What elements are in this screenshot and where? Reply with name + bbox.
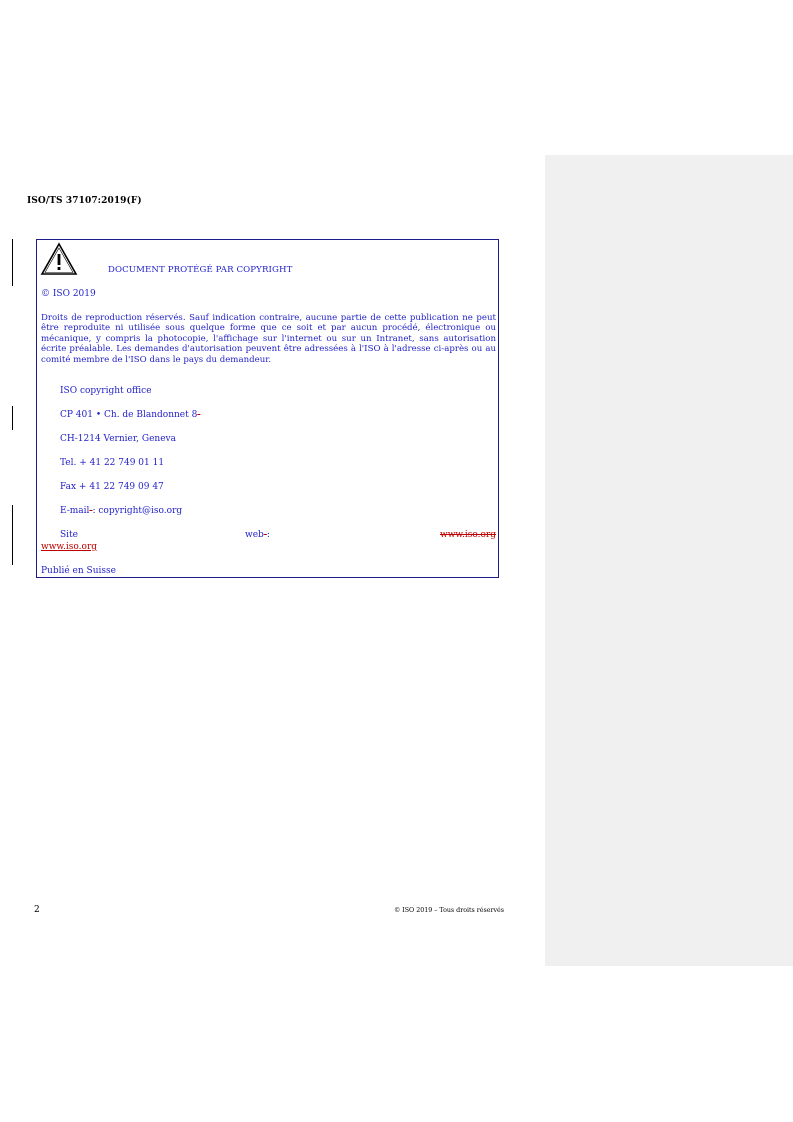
website-link-text[interactable]: www.iso.org xyxy=(41,542,98,552)
copyright-notice-box xyxy=(36,239,499,578)
rights-paragraph: Droits de reproduction réservés. Sauf indication contraire, aucune partie de cette publication ne peut être reproduite ni utilisée sous quelque forme que ce soit et par aucun procédé, électronique ou mécanique, y compris la photocopie, l'affichage sur l'internet ou sur un Intranet, sans autorisation écrite préalable. Les demandes d'autorisation peuvent être adressées à l'ISO à l'adresse ci-après ou au comité membre de l'ISO dans le pays du demandeur. xyxy=(41,313,496,365)
change-bar xyxy=(12,505,13,565)
fax-line: Fax + 41 22 749 09 47 xyxy=(60,482,164,492)
website-link-deleted[interactable]: www.iso.org xyxy=(439,530,496,540)
copyright-year: © ISO 2019 xyxy=(41,289,96,299)
web-label: web xyxy=(245,530,264,540)
comment-pane xyxy=(545,155,793,966)
address-text: CP 401 • Ch. de Blandonnet 8 xyxy=(60,410,198,420)
website-row xyxy=(60,530,496,541)
page-number: 2 xyxy=(34,905,40,915)
email-address: : copyright@iso.org xyxy=(92,506,183,516)
change-bar xyxy=(12,406,13,430)
office-name: ISO copyright office xyxy=(60,386,152,396)
footer-copyright: © ISO 2019 – Tous droits réservés xyxy=(393,907,504,914)
telephone-line: Tel. + 41 22 749 01 11 xyxy=(60,458,165,468)
warning-icon xyxy=(40,242,78,276)
deleted-mark: - xyxy=(263,530,267,540)
email-label: E-mail xyxy=(60,506,90,516)
address-line xyxy=(60,410,200,421)
copyright-title: DOCUMENT PROTÉGÉ PAR COPYRIGHT xyxy=(108,265,293,275)
deleted-mark: - xyxy=(89,506,93,516)
site-label: Site xyxy=(60,530,78,540)
web-colon: : xyxy=(266,530,270,540)
city-line: CH-1214 Vernier, Geneva xyxy=(60,434,176,444)
web-label-group xyxy=(245,530,270,541)
email-line xyxy=(60,506,182,517)
change-bar xyxy=(12,239,13,286)
document-id-header: ISO/TS 37107:2019(F) xyxy=(27,196,142,206)
website-link-inserted[interactable] xyxy=(41,542,97,553)
deleted-mark: - xyxy=(197,410,201,420)
published-in: Publié en Suisse xyxy=(41,566,116,576)
